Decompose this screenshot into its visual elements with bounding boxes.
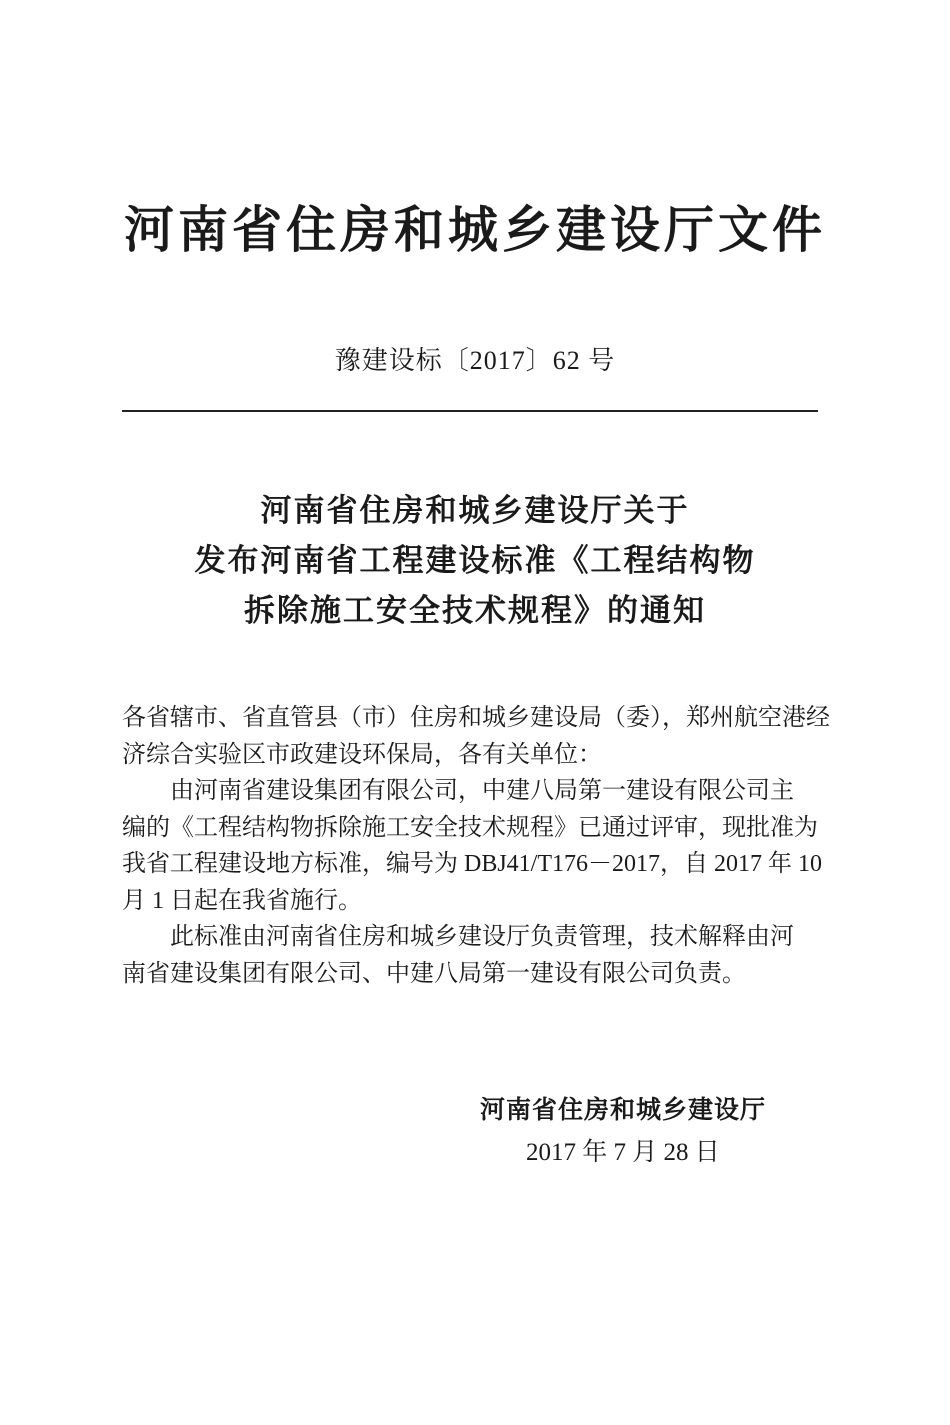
document-number: 豫建设标〔2017〕62 号 [334,346,616,375]
notice-title-line-3: 拆除施工安全技术规程》的通知 [244,593,706,629]
body-line-2: 济综合实验区市政建设环保局，各有关单位： [122,741,602,768]
notice-title-line-1: 河南省住房和城乡建设厅关于 [260,493,690,529]
body-line-8: 南省建设集团有限公司、中建八局第一建设有限公司负责。 [122,960,746,987]
body-line-5: 我省工程建设地方标准，编号为 DBJ41/T176－2017，自 2017 年 10 [122,851,823,877]
body-line-7: 此标准由河南省住房和城乡建设厅负责管理，技术解释由河 [170,924,794,950]
signature-date: 2017 年 7 月 28 日 [526,1139,720,1166]
signature-block [480,1090,820,1168]
body-line-3: 由河南省建设集团有限公司，中建八局第一建设有限公司主 [170,778,794,804]
signature-organization: 河南省住房和城乡建设厅 [480,1095,767,1124]
notice-title-line-2: 发布河南省工程建设标准《工程结构物 [194,543,756,579]
body-line-4: 编的《工程结构物拆除施工安全技术规程》已通过评审，现批准为 [122,814,818,841]
notice-body [122,700,830,992]
document-header-title: 河南省住房和城乡建设厅文件 [124,200,826,259]
body-line-6: 月 1 日起在我省施行。 [122,887,362,914]
body-line-1: 各省辖市、省直管县（市）住房和城乡建设局（委），郑州航空港经 [122,705,830,731]
header-divider [122,410,818,412]
notice-title [0,486,950,636]
